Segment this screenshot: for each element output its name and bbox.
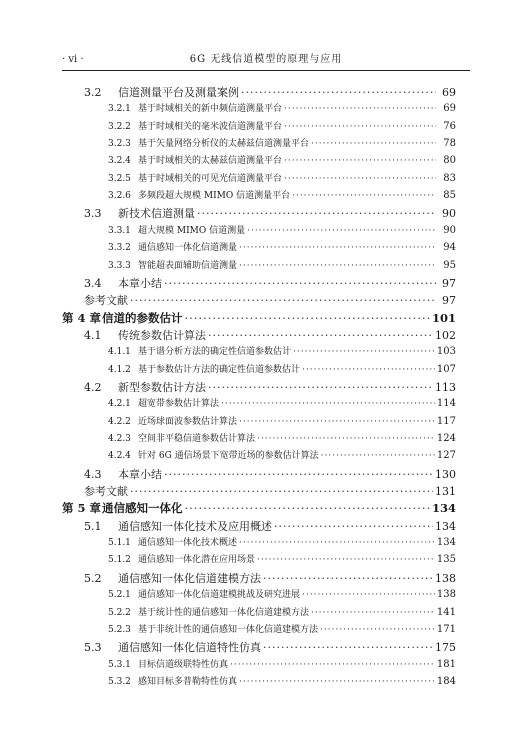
- toc-entry-page: 127: [436, 450, 456, 462]
- toc-entry: [84, 466, 456, 482]
- toc-entry-number: 5.2.2: [108, 607, 131, 618]
- toc-entry: [108, 101, 456, 114]
- toc-entry-number: 3.4: [84, 276, 102, 290]
- toc-entry: [84, 205, 456, 221]
- toc-entry-title: 基于时域相关的新中频信道测量平台: [138, 104, 283, 115]
- dot-leader: [130, 294, 436, 307]
- dot-leader: [284, 156, 436, 166]
- toc-entry-number: 3.3.3: [108, 260, 131, 271]
- dot-leader: [130, 485, 433, 498]
- dot-leader: [208, 329, 433, 342]
- dot-leader: [185, 311, 430, 325]
- toc-entry-title: 多频段超大规模 MIMO 信道测量平台: [138, 191, 291, 202]
- toc-entry-number: 4.2.4: [108, 451, 131, 462]
- toc-entry-number: 3.3.1: [108, 225, 131, 236]
- toc-entry-page: 135: [436, 554, 456, 566]
- toc-entry-page: 134: [431, 501, 456, 516]
- dot-leader: [284, 104, 436, 114]
- dot-leader: [185, 501, 430, 515]
- toc-entry-page: 69: [442, 86, 456, 99]
- toc-entry-title: 新技术信道测量: [118, 207, 195, 221]
- toc-entry: [108, 119, 456, 132]
- toc-entry-number: 4.2: [84, 380, 102, 394]
- dot-leader: [257, 434, 435, 444]
- toc-entry-page: 76: [443, 120, 456, 132]
- toc-entry: [84, 483, 456, 499]
- toc-entry-page: 184: [436, 675, 456, 687]
- toc-entry-title: 超宽带参数估计算法: [138, 399, 220, 410]
- toc-entry-page: 102: [435, 328, 456, 342]
- toc-entry: [108, 258, 456, 271]
- toc-entry-title: 通信感知一体化技术及应用概述: [118, 519, 272, 533]
- toc-entry-number: 5.3.1: [108, 659, 131, 670]
- toc-entry: [108, 153, 456, 166]
- toc-entry-title: 感知目标多普勒特性仿真: [138, 676, 238, 687]
- toc-entry-title: 基于谱分析方法的确定性信道参数估计: [138, 347, 292, 358]
- toc-entry: [84, 639, 456, 655]
- toc-entry-title: 本章小结: [118, 276, 162, 290]
- toc-entry-number: 4.1.1: [108, 347, 131, 358]
- toc-entry-number: 5.2.1: [108, 590, 131, 601]
- toc-entry: [108, 223, 456, 236]
- toc-entry-number: 3.3: [84, 207, 102, 221]
- toc-entry: [84, 327, 456, 343]
- toc-entry-page: 114: [436, 398, 456, 410]
- dot-leader: [274, 520, 433, 533]
- toc-entry: [108, 587, 456, 600]
- dot-leader: [293, 347, 435, 357]
- toc-entry-page: 134: [436, 537, 456, 549]
- toc-entry-number: 第 4 章: [62, 310, 102, 325]
- toc-entry-title: 基于非统计性的通信感知一体化信道建模方法: [138, 624, 319, 635]
- toc-entry-title: 针对 6G 通信场景下宽带近场的参数估计算法: [138, 451, 319, 462]
- dot-leader: [239, 677, 435, 687]
- toc-entry-page: 90: [443, 224, 456, 236]
- toc-entry-page: 181: [436, 658, 456, 670]
- dot-leader: [164, 277, 436, 290]
- toc-entry-title: 基于统计性的通信感知一体化信道建模方法: [138, 607, 310, 618]
- toc-entry: [108, 448, 456, 461]
- toc-entry-number: 3.2.2: [108, 121, 131, 132]
- toc-entry: [84, 275, 456, 291]
- toc-entry: [108, 431, 456, 444]
- toc-entry-page: 95: [443, 259, 456, 271]
- dot-leader: [302, 365, 435, 375]
- toc-entry-title: 基于时域相关的太赫兹信道测量平台: [138, 156, 283, 167]
- toc-entry-title: 通信感知一体化信道建模挑战及研究进展: [138, 590, 301, 601]
- toc-entry-title: 空间非平稳信道参数估计算法: [138, 434, 256, 444]
- toc-entry-number: 4.1.2: [108, 364, 131, 375]
- dot-leader: [239, 538, 435, 548]
- toc-entry: [62, 310, 456, 326]
- toc-entry-page: 90: [442, 207, 456, 221]
- toc-entry-title: 基于参数估计方法的确定性信道参数估计: [138, 364, 301, 375]
- toc-entry-title: 信道测量平台及测量案例: [118, 86, 239, 99]
- dot-leader: [164, 468, 433, 481]
- toc-entry-number: 第 5 章: [62, 501, 102, 516]
- toc-entry-page: 171: [436, 623, 456, 635]
- dot-leader: [263, 641, 433, 654]
- toc-entry-page: 138: [435, 571, 456, 585]
- toc-entry: [108, 535, 456, 548]
- toc-entry-page: 113: [435, 380, 456, 394]
- toc-entry-number: 5.1: [84, 519, 102, 533]
- toc-entry: [108, 605, 456, 618]
- toc-entry-number: 4.2.1: [108, 399, 131, 410]
- toc-entry-page: 85: [443, 190, 456, 202]
- dot-leader: [292, 191, 436, 201]
- toc-entry-title: 通信感知一体化信道特性仿真: [118, 641, 261, 655]
- toc-entry-title: 近场球面波参数估计算法: [138, 416, 238, 427]
- toc-entry-page: 97: [442, 276, 456, 290]
- toc-entry: [62, 500, 456, 516]
- toc-entry-title: 参考文献: [84, 294, 128, 308]
- dot-leader: [284, 174, 436, 184]
- dot-leader: [257, 555, 435, 565]
- toc-entry: [108, 362, 456, 375]
- toc-entry-page: 117: [436, 415, 456, 427]
- toc-entry: [108, 136, 456, 149]
- toc-entry-number: 4.1: [84, 328, 102, 342]
- toc-entry-page: 97: [442, 294, 456, 308]
- toc-entry-number: 5.2: [84, 571, 102, 585]
- toc-entry-page: 69: [443, 103, 456, 115]
- toc-entry-title: 基于时域相关的可见光信道测量平台: [138, 173, 283, 184]
- running-header: [62, 52, 470, 71]
- toc-entry-title: 智能超表面辅助信道测量: [138, 260, 238, 271]
- dot-leader: [239, 261, 436, 271]
- dot-leader: [230, 660, 435, 670]
- dot-leader: [221, 399, 435, 409]
- toc-entry-number: 5.3.2: [108, 676, 131, 687]
- toc-entry-page: 131: [435, 485, 456, 499]
- toc-entry-page: 83: [443, 172, 456, 184]
- toc-entry-title: 通信感知一体化潜在应用场景: [138, 555, 256, 566]
- toc-entry-title: 超大规模 MIMO 信道测量: [138, 225, 246, 236]
- toc-entry: [108, 344, 456, 357]
- toc-entry: [108, 674, 456, 687]
- toc-entry-number: 5.2.3: [108, 624, 131, 635]
- dot-leader: [263, 572, 433, 585]
- toc-entry-title: 通信感知一体化技术概述: [138, 538, 238, 549]
- toc-entry: [108, 552, 456, 565]
- toc-entry-number: 5.1.1: [108, 538, 131, 549]
- toc-entry: [84, 570, 456, 586]
- toc-entry-page: 175: [435, 641, 456, 655]
- toc-entry: [108, 622, 456, 635]
- dot-leader: [197, 207, 436, 220]
- toc-entry-title: 通信感知一体化信道建模方法: [118, 571, 261, 585]
- toc-entry-title: 本章小结: [118, 467, 162, 481]
- book-title: 6G 无线信道模型的原理与应用: [189, 54, 343, 65]
- toc-entry-title: 通信感知一体化信道测量: [138, 243, 238, 254]
- toc-entry-number: 3.2: [84, 86, 102, 99]
- dot-leader: [247, 226, 436, 236]
- dot-leader: [321, 451, 435, 461]
- toc-entry-page: 141: [436, 606, 456, 618]
- dot-leader: [239, 417, 435, 427]
- toc-entry-title: 信道的参数估计: [102, 310, 183, 325]
- dot-leader: [311, 608, 435, 618]
- dot-leader: [311, 139, 436, 149]
- toc-entry-title: 传统参数估计算法: [118, 328, 206, 342]
- toc-entry-page: 94: [443, 242, 456, 254]
- toc-entry-number: 4.3: [84, 467, 102, 481]
- toc-entry: [108, 171, 456, 184]
- toc-entry: [108, 396, 456, 409]
- toc-entry: [108, 188, 456, 201]
- toc-entry-page: 78: [443, 138, 456, 150]
- toc-entry-number: 3.2.5: [108, 173, 131, 184]
- toc-entry-page: 107: [436, 363, 456, 375]
- toc-entry: [84, 518, 456, 534]
- toc-entry-page: 134: [435, 519, 456, 533]
- toc-entry: [108, 240, 456, 253]
- toc-entry-number: 5.3: [84, 641, 102, 655]
- toc-entry-number: 5.1.2: [108, 555, 131, 566]
- dot-leader: [302, 590, 435, 600]
- dot-leader: [208, 381, 433, 394]
- toc-entry-page: 103: [436, 346, 456, 358]
- toc-entry-number: 4.2.3: [108, 434, 131, 444]
- toc-entry-title: 参考文献: [84, 485, 128, 499]
- toc-entry-title: 基于时域相关的毫米波信道测量平台: [138, 121, 283, 132]
- toc-entry: [84, 84, 456, 100]
- toc-entry-title: 目标信道级联特性仿真: [138, 659, 229, 670]
- toc-entry-page: 130: [435, 467, 456, 481]
- toc-entry-page: 101: [431, 310, 456, 325]
- page-number: · vi ·: [62, 54, 84, 65]
- toc-entry-title: 新型参数估计方法: [118, 380, 206, 394]
- toc-entry-number: 3.2.3: [108, 139, 131, 150]
- dot-leader: [320, 625, 435, 635]
- toc-entry-number: 3.2.4: [108, 156, 131, 167]
- toc-entry-title: 通信感知一体化: [102, 501, 183, 516]
- dot-leader: [241, 86, 436, 99]
- toc-entry-page: 124: [436, 433, 456, 444]
- toc-entry-number: 3.2.1: [108, 104, 131, 115]
- toc-entry: [84, 379, 456, 395]
- toc-entry: [84, 292, 456, 308]
- toc-entry-title: 基于矢量网络分析仪的太赫兹信道测量平台: [138, 139, 310, 150]
- toc-entry-page: 80: [443, 155, 456, 167]
- dot-leader: [284, 122, 436, 132]
- toc-entry-number: 3.3.2: [108, 243, 131, 254]
- toc-entry: [108, 414, 456, 427]
- toc-entry-number: 4.2.2: [108, 416, 131, 427]
- toc-entry: [108, 657, 456, 670]
- dot-leader: [239, 243, 436, 253]
- toc-entry-page: 138: [436, 589, 456, 601]
- toc-entry-number: 3.2.6: [108, 191, 131, 202]
